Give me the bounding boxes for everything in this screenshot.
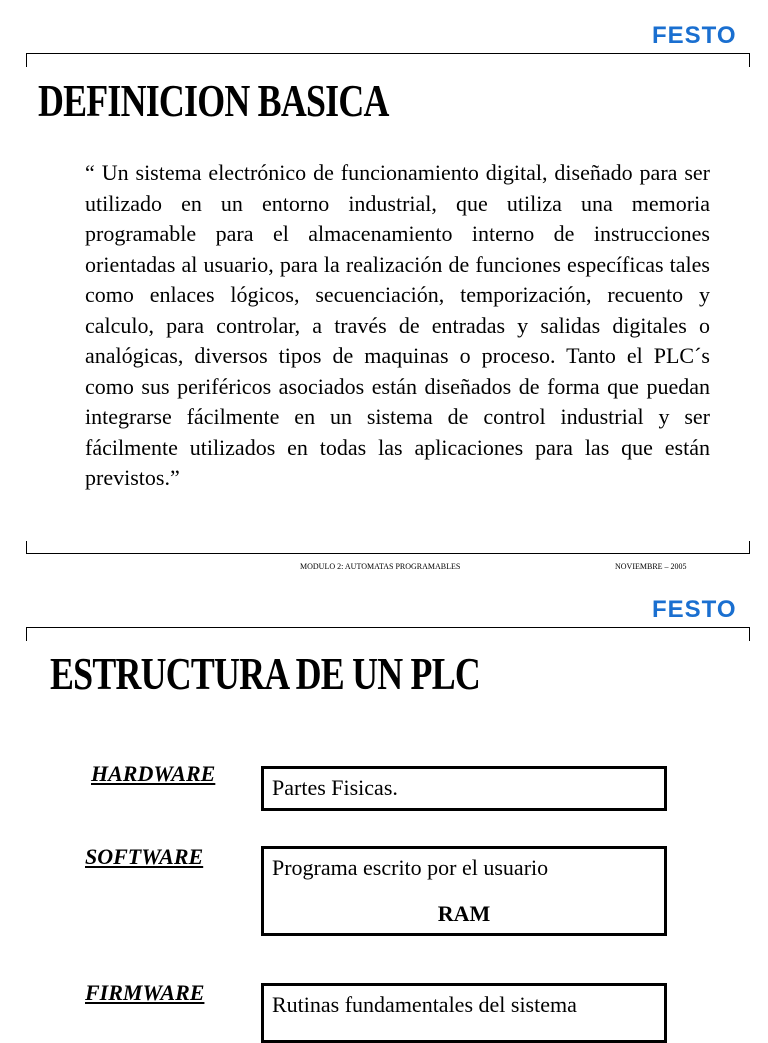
box-text: Rutinas fundamentales del sistema [272, 992, 577, 1017]
term-software: SOFTWARE [85, 844, 204, 869]
term-hardware: HARDWARE [91, 761, 216, 786]
frame-left-tick-top [26, 627, 27, 641]
box-text: Programa escrito por el usuario [272, 855, 549, 880]
box-subtext: RAM [437, 901, 491, 926]
box-text: Partes Fisicas. [272, 775, 398, 800]
festo-logo: FESTO [652, 596, 737, 623]
frame-top-line [26, 53, 750, 54]
frame-right-tick-top [749, 627, 750, 641]
frame-right-tick-top [749, 53, 750, 67]
footer-date: NOVIEMBRE – 2005 [615, 562, 687, 571]
definition-paragraph: “ Un sistema electrónico de funcionamiento digital, diseñado para ser utilizado en un entorno industrial, que utiliza una memoria programable para el almacenamiento interno de instrucciones orientadas al usuario, para la realización de funciones específicas tales como enlaces lógicos, secuenciación, temporización, recuento y calculo, para controlar, a través de entradas y salidas digitales o analógicas, diversos tipos de maquinas o proceso. Tanto el PLC´s como sus periféricos asociados están diseñados de forma que puedan integrarse fácilmente en un sistema de control industrial y ser fácilmente utilizados en todas las aplicaciones para las que están previstos.” [85, 160, 710, 490]
footer-module: MODULO 2: AUTOMATAS PROGRAMABLES [300, 562, 461, 571]
page-title: DEFINICION BASICA [38, 75, 389, 126]
frame-left-tick-top [26, 53, 27, 67]
term-firmware: FIRMWARE [85, 980, 205, 1005]
frame-top-line [26, 627, 750, 628]
definition-box-software [261, 846, 667, 936]
frame-left-tick-bottom [26, 541, 27, 554]
page-title: ESTRUCTURA DE UN PLC [50, 648, 480, 699]
frame-right-tick-bottom [749, 541, 750, 554]
frame-bottom-line [26, 553, 750, 554]
definition-box-firmware [261, 983, 667, 1043]
festo-logo: FESTO [652, 22, 737, 49]
definition-box-hardware [261, 766, 667, 811]
